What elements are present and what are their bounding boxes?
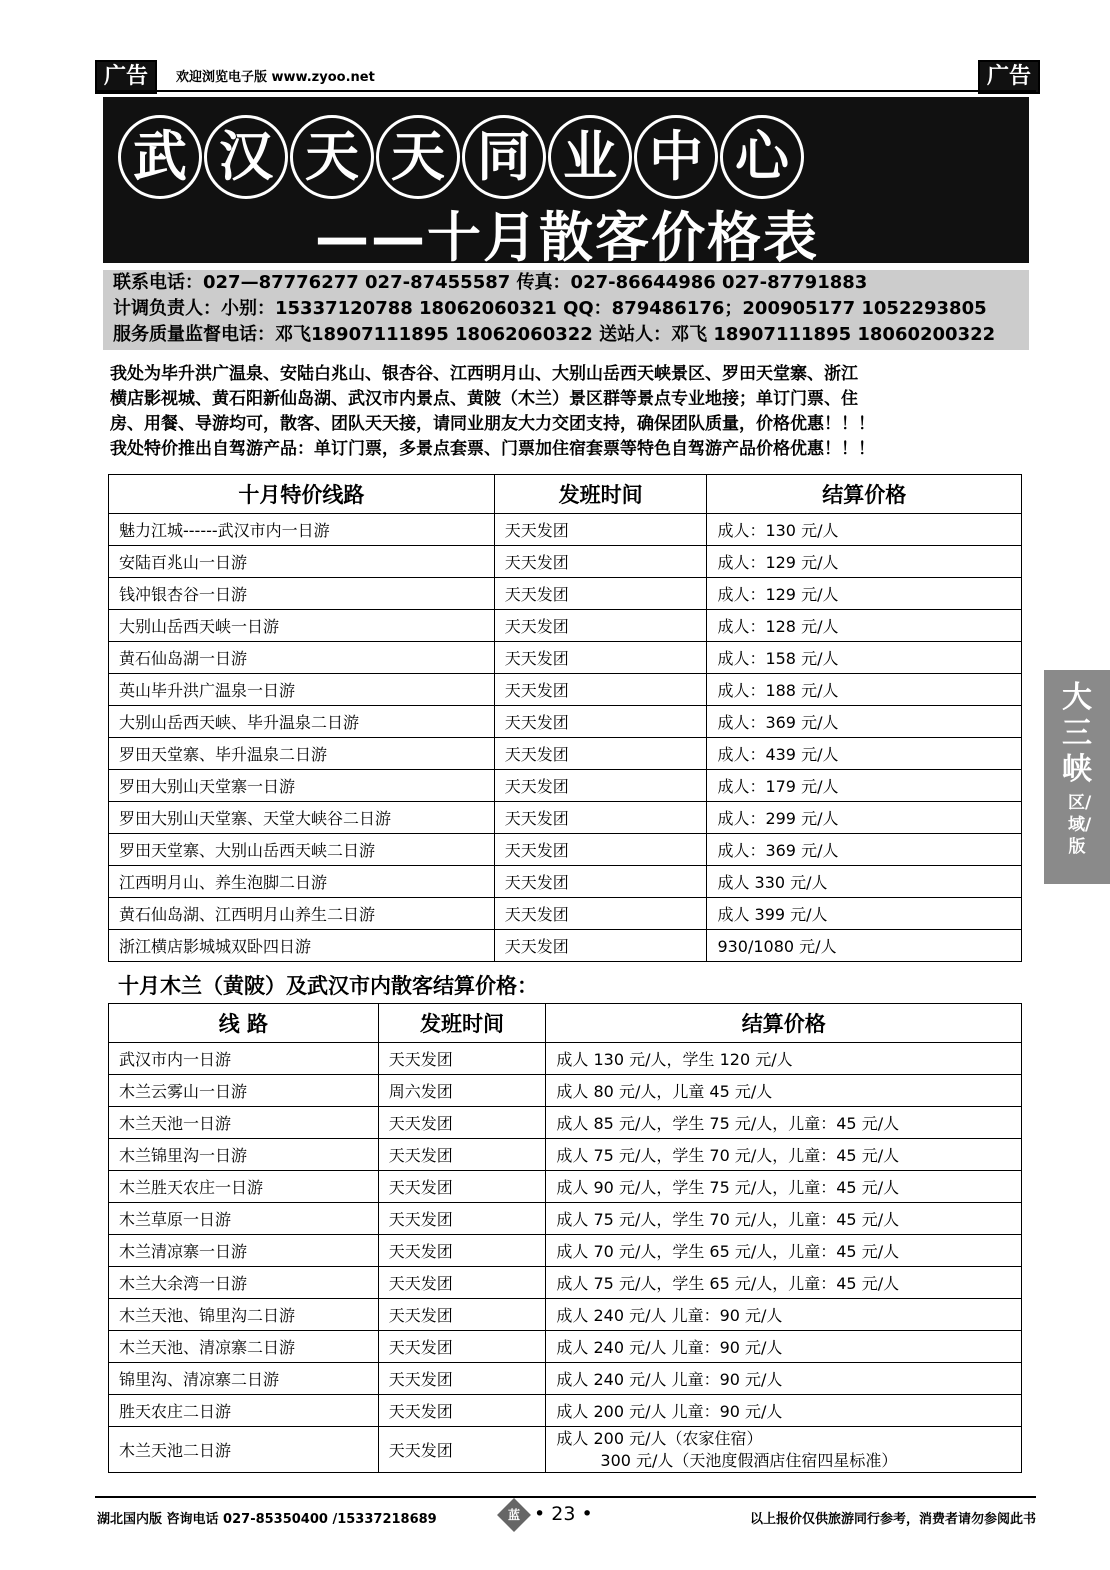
price-cell: 成人：158 元/人 [707,642,1022,674]
welcome-text: 欢迎浏览电子版 www.zyoo.net [176,70,375,85]
route-cell: 木兰清凉寨一日游 [109,1235,379,1267]
route-cell: 木兰大余湾一日游 [109,1267,379,1299]
table-row [109,738,1022,770]
route-cell: 大别山岳西天峡一日游 [109,610,495,642]
time-cell: 天天发团 [378,1171,546,1203]
table-row [109,866,1022,898]
intro-line-2: 横店影视城、黄石阳新仙岛湖、武汉市内景点、黄陂（木兰）景区群等景点专业地接；单订门票、住 [110,389,858,409]
time-cell: 天天发团 [494,930,707,962]
time-cell: 天天发团 [494,770,707,802]
time-cell: 天天发团 [494,514,707,546]
time-cell: 天天发团 [378,1267,546,1299]
table-row [109,1139,1022,1171]
time-cell: 天天发团 [494,706,707,738]
table-row [109,1075,1022,1107]
route-cell: 罗田大别山天堂寨一日游 [109,770,495,802]
col-header-price: 结算价格 [707,475,1022,514]
time-cell: 天天发团 [378,1235,546,1267]
time-cell: 天天发团 [378,1203,546,1235]
route-cell: 黄石仙岛湖、江西明月山养生二日游 [109,898,495,930]
time-cell: 天天发团 [494,802,707,834]
route-cell: 浙江横店影城城双卧四日游 [109,930,495,962]
route-cell: 木兰天池二日游 [109,1427,379,1473]
route-cell: 钱冲银杏谷一日游 [109,578,495,610]
route-cell: 大别山岳西天峡、毕升温泉二日游 [109,706,495,738]
time-cell: 天天发团 [494,642,707,674]
price-cell: 成人：369 元/人 [707,706,1022,738]
time-cell: 天天发团 [494,866,707,898]
table-row [109,770,1022,802]
contact-line-2: 计调负责人：小别：15337120788 18062060321 QQ：879486176；200905177 1052293805 [113,298,987,319]
route-cell: 罗田天堂寨、大别山岳西天峡二日游 [109,834,495,866]
table-header-row [109,1004,1022,1043]
title-char-5: 同 [462,115,546,199]
table-row [109,898,1022,930]
table-row [109,1107,1022,1139]
price-cell: 成人 85 元/人，学生 75 元/人，儿童：45 元/人 [546,1107,1022,1139]
banner-subtitle: ——十月散客价格表 [315,206,819,269]
title-char-7: 中 [634,115,718,199]
time-cell: 天天发团 [378,1427,546,1473]
route-cell: 安陆百兆山一日游 [109,546,495,578]
price-cell: 成人：299 元/人 [707,802,1022,834]
footer-left: 湖北国内版 咨询电话 027-85350400 /15337218689 [97,1512,437,1527]
title-char-4: 天 [376,115,460,199]
table-row [109,674,1022,706]
route-cell: 锦里沟、清凉寨二日游 [109,1363,379,1395]
route-cell: 木兰胜天农庄一日游 [109,1171,379,1203]
footer-rule [95,1496,1036,1498]
time-cell: 天天发团 [494,738,707,770]
time-cell: 天天发团 [494,674,707,706]
intro-paragraph [110,362,1030,462]
price-cell: 成人 90 元/人，学生 75 元/人，儿童：45 元/人 [546,1171,1022,1203]
table-row [109,930,1022,962]
price-cell: 成人 240 元/人 儿童：90 元/人 [546,1299,1022,1331]
table-row [109,1363,1022,1395]
section-2-title: 十月木兰（黄陂）及武汉市内散客结算价格： [118,974,538,998]
route-cell: 木兰云雾山一日游 [109,1075,379,1107]
table-row [109,1235,1022,1267]
time-cell: 天天发团 [378,1331,546,1363]
title-char-8: 心 [720,115,804,199]
price-cell: 成人 75 元/人，学生 70 元/人，儿童：45 元/人 [546,1203,1022,1235]
table-row [109,1427,1022,1473]
region-edition-tab [1044,670,1110,884]
table-row [109,642,1022,674]
time-cell: 天天发团 [494,898,707,930]
time-cell: 周六发团 [378,1075,546,1107]
price-cell: 成人：188 元/人 [707,674,1022,706]
contact-line-3: 服务质量监督电话：邓飞18907111895 18062060322 送站人：邓飞 18907111895 18060200322 [113,324,996,345]
table-row [109,802,1022,834]
table-row [109,706,1022,738]
col-header-route: 十月特价线路 [109,475,495,514]
route-cell: 木兰锦里沟一日游 [109,1139,379,1171]
table-row [109,1267,1022,1299]
intro-line-4: 我处特价推出自驾游产品：单订门票，多景点套票、门票加住宿套票等特色自驾游产品价格优惠！！！ [110,439,875,459]
table-row [109,1299,1022,1331]
time-cell: 天天发团 [494,578,707,610]
time-cell: 天天发团 [378,1395,546,1427]
time-cell: 天天发团 [378,1139,546,1171]
route-cell: 木兰天池一日游 [109,1107,379,1139]
route-cell: 江西明月山、养生泡脚二日游 [109,866,495,898]
table-row [109,1171,1022,1203]
intro-line-3: 房、用餐、导游均可，散客、团队天天接，请同业朋友大力交团支持，确保团队质量，价格优惠！！！ [110,414,875,434]
route-cell: 木兰天池、清凉寨二日游 [109,1331,379,1363]
route-cell: 黄石仙岛湖一日游 [109,642,495,674]
route-cell: 罗田大别山天堂寨、天堂大峡谷二日游 [109,802,495,834]
price-cell: 成人 330 元/人 [707,866,1022,898]
price-cell: 成人 70 元/人，学生 65 元/人，儿童：45 元/人 [546,1235,1022,1267]
table-row [109,1395,1022,1427]
footer-right: 以上报价仅供旅游同行参考，消费者请勿参阅此书 [749,1512,1036,1527]
table-row [109,1203,1022,1235]
mulan-wuhan-prices-table [108,1003,1022,1473]
price-cell: 成人：439 元/人 [707,738,1022,770]
time-cell: 天天发团 [494,610,707,642]
title-char-6: 业 [548,115,632,199]
price-cell [546,1427,1022,1473]
price-line-2: 300 元/人（天池度假酒店住宿四星标准） [600,1450,898,1470]
route-cell: 魅力江城------武汉市内一日游 [109,514,495,546]
sidetab-small-text: 区/域/版 [1068,793,1092,857]
price-cell: 成人 240 元/人 儿童：90 元/人 [546,1331,1022,1363]
table-row [109,514,1022,546]
price-cell: 930/1080 元/人 [707,930,1022,962]
time-cell: 天天发团 [378,1299,546,1331]
route-cell: 胜天农庄二日游 [109,1395,379,1427]
price-cell: 成人 240 元/人 儿童：90 元/人 [546,1363,1022,1395]
title-char-3: 天 [290,115,374,199]
route-cell: 罗田天堂寨、毕升温泉二日游 [109,738,495,770]
time-cell: 天天发团 [378,1107,546,1139]
table-row [109,546,1022,578]
price-line-1: 成人 200 元/人（农家住宿） [556,1428,763,1448]
price-cell: 成人 200 元/人 儿童：90 元/人 [546,1395,1022,1427]
table-row [109,1331,1022,1363]
title-char-2: 汉 [204,115,288,199]
top-rule [95,90,1036,92]
price-cell: 成人：129 元/人 [707,578,1022,610]
ad-label-right: 广告 [978,60,1040,94]
route-cell: 木兰草原一日游 [109,1203,379,1235]
col-header-price: 结算价格 [546,1004,1022,1043]
price-cell: 成人 399 元/人 [707,898,1022,930]
route-cell: 木兰天池、锦里沟二日游 [109,1299,379,1331]
table-row [109,834,1022,866]
price-cell: 成人 130 元/人，学生 120 元/人 [546,1043,1022,1075]
price-cell: 成人：128 元/人 [707,610,1022,642]
price-cell: 成人：129 元/人 [707,546,1022,578]
price-cell: 成人：130 元/人 [707,514,1022,546]
route-cell: 英山毕升洪广温泉一日游 [109,674,495,706]
price-cell: 成人：179 元/人 [707,770,1022,802]
time-cell: 天天发团 [378,1043,546,1075]
intro-line-1: 我处为毕升洪广温泉、安陆白兆山、银杏谷、江西明月山、大别山岳西天峡景区、罗田天堂寨、浙江 [110,364,858,384]
october-special-routes-table [108,474,1022,962]
route-cell: 武汉市内一日游 [109,1043,379,1075]
time-cell: 天天发团 [494,546,707,578]
title-char-1: 武 [118,115,202,199]
col-header-time: 发班时间 [494,475,707,514]
price-cell: 成人 75 元/人，学生 65 元/人，儿童：45 元/人 [546,1267,1022,1299]
ad-label-left: 广告 [95,60,157,94]
price-cell: 成人：369 元/人 [707,834,1022,866]
time-cell: 天天发团 [494,834,707,866]
col-header-route: 线 路 [109,1004,379,1043]
contact-block [103,270,1029,350]
table-header-row [109,475,1022,514]
col-header-time: 发班时间 [378,1004,546,1043]
table-row [109,1043,1022,1075]
title-banner [103,97,1029,269]
badge-text: 蓝 [507,1508,520,1522]
page-number: • 23 • [534,1503,593,1525]
table-row [109,610,1022,642]
contact-line-1: 联系电话：027—87776277 027-87455587 传真：027-86644986 027-87791883 [113,272,868,293]
price-cell: 成人 80 元/人，儿童 45 元/人 [546,1075,1022,1107]
time-cell: 天天发团 [378,1363,546,1395]
price-cell: 成人 75 元/人，学生 70 元/人，儿童：45 元/人 [546,1139,1022,1171]
table-row [109,578,1022,610]
sidetab-big-text: 大三峡 [1062,680,1092,787]
